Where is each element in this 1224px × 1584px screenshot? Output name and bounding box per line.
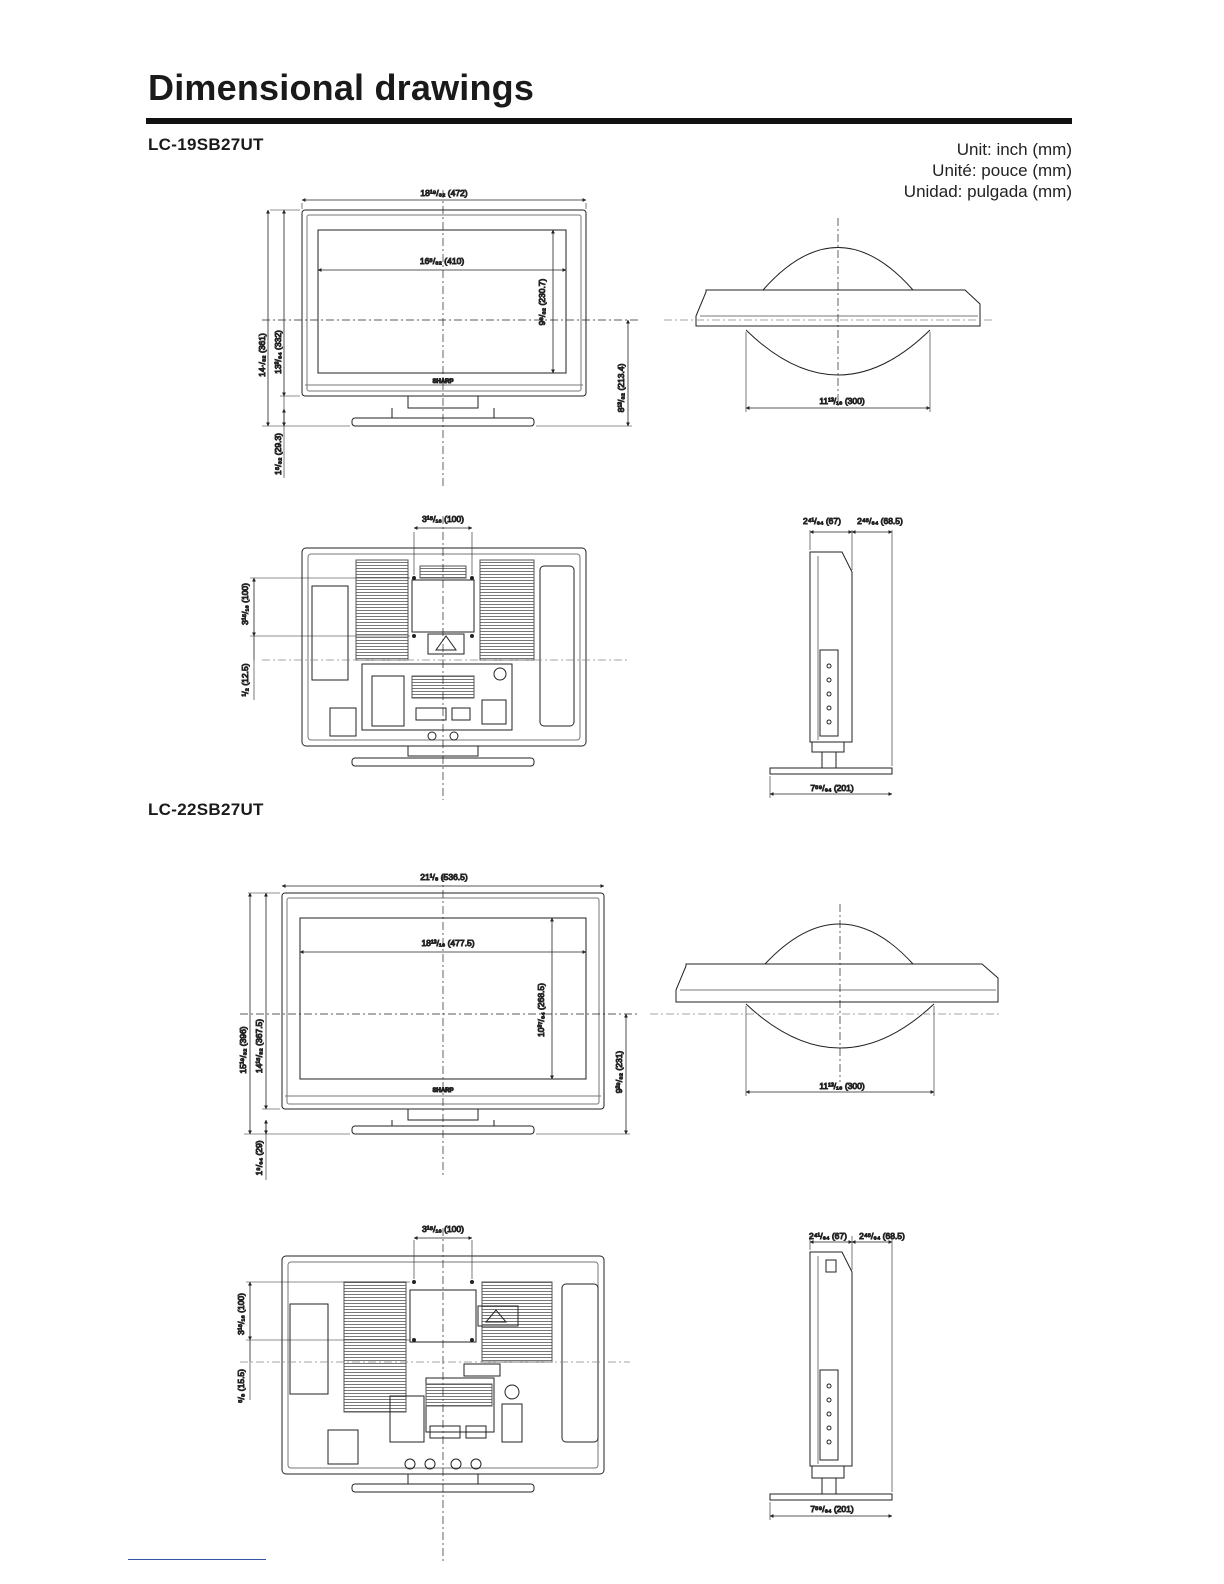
top-view-22 bbox=[650, 904, 1000, 1096]
dim-19-screen-height: 9⁸/₃₂ (230.7) bbox=[537, 278, 547, 326]
side-view-22 bbox=[770, 1236, 892, 1520]
dim-22-base-depth: 7⁵⁹/₆₄ (201) bbox=[810, 1504, 854, 1514]
dim-19-width: 18¹⁹/₃₂ (472) bbox=[420, 188, 468, 198]
dim-19-vesa-h: 3¹⁵/₁₆ (100) bbox=[422, 514, 464, 524]
dim-22-screen-width: 18¹³/₁₆ (477.5) bbox=[421, 938, 475, 948]
dim-22-vesa-h: 3¹⁵/₁₆ (100) bbox=[422, 1224, 464, 1234]
side-view-19 bbox=[770, 530, 892, 798]
footer-line bbox=[128, 1559, 266, 1560]
dim-19-vesa-v: 3¹⁵/₁₆ (100) bbox=[240, 583, 250, 625]
model-label-22: LC-22SB27UT bbox=[148, 800, 264, 819]
front-view-22 bbox=[240, 874, 640, 1180]
dim-19-center-height: 8¹³/₃₂ (213.4) bbox=[616, 363, 626, 413]
unit-french: Unité: pouce (mm) bbox=[932, 161, 1072, 180]
dim-22-stand-height: 1⁹/₆₄ (29) bbox=[254, 1140, 264, 1176]
dim-19-stand-height: 1⁵/₃₂ (29.3) bbox=[273, 433, 283, 475]
rear-view-22 bbox=[240, 1228, 630, 1562]
unit-spanish: Unidad: pulgada (mm) bbox=[903, 182, 1072, 201]
unit-english: Unit: inch (mm) bbox=[956, 140, 1072, 159]
dim-19-screen-width: 16⁵/₃₂ (410) bbox=[419, 256, 465, 266]
dim-22-offset: ⁵/₈ (15.5) bbox=[236, 1369, 246, 1403]
top-view-19 bbox=[664, 218, 992, 412]
dim-19-stand-depth: 11¹³/₁₆ (300) bbox=[819, 396, 865, 406]
dim-19-total-height: 14·/₃₂ (361) bbox=[257, 333, 267, 377]
dim-22-stand-depth: 11¹³/₁₆ (300) bbox=[819, 1081, 865, 1091]
brand-logo-19: SHARP bbox=[432, 379, 454, 385]
page-title: Dimensional drawings bbox=[148, 67, 535, 108]
dim-22-depth-b: 2⁴⁵/₆₄ (68.5) bbox=[859, 1231, 905, 1241]
dim-22-total-height: 15¹⁹/₃₂ (396) bbox=[238, 1026, 248, 1074]
dim-22-width: 21¹/₈ (536.5) bbox=[420, 872, 468, 882]
dim-22-screen-height: 10³⁷/₆₄ (268.5) bbox=[536, 983, 546, 1037]
rear-view-19 bbox=[250, 516, 630, 800]
front-view-19 bbox=[262, 190, 640, 488]
dim-22-center-height: 9²⁹/₃₂ (231) bbox=[614, 1050, 624, 1094]
brand-logo-22: SHARP bbox=[432, 1088, 454, 1094]
dim-22-depth-a: 2⁴¹/₆₄ (67) bbox=[809, 1231, 847, 1241]
dim-19-depth-b: 2⁴⁵/₆₄ (68.5) bbox=[857, 516, 903, 526]
dim-19-body-height: 13³/₆₄ (332) bbox=[273, 330, 283, 374]
model-label-19: LC-19SB27UT bbox=[148, 135, 264, 154]
dim-22-body-height: 14¹⁵/₃₂ (367.5) bbox=[254, 1018, 264, 1074]
dim-22-vesa-v: 3¹⁵/₁₆ (100) bbox=[236, 1293, 246, 1335]
dim-19-offset: ¹/₂ (12.5) bbox=[240, 663, 250, 697]
dim-19-depth-a: 2⁴¹/₆₄ (67) bbox=[803, 516, 841, 526]
dim-19-base-depth: 7⁵⁹/₆₄ (201) bbox=[810, 783, 854, 793]
